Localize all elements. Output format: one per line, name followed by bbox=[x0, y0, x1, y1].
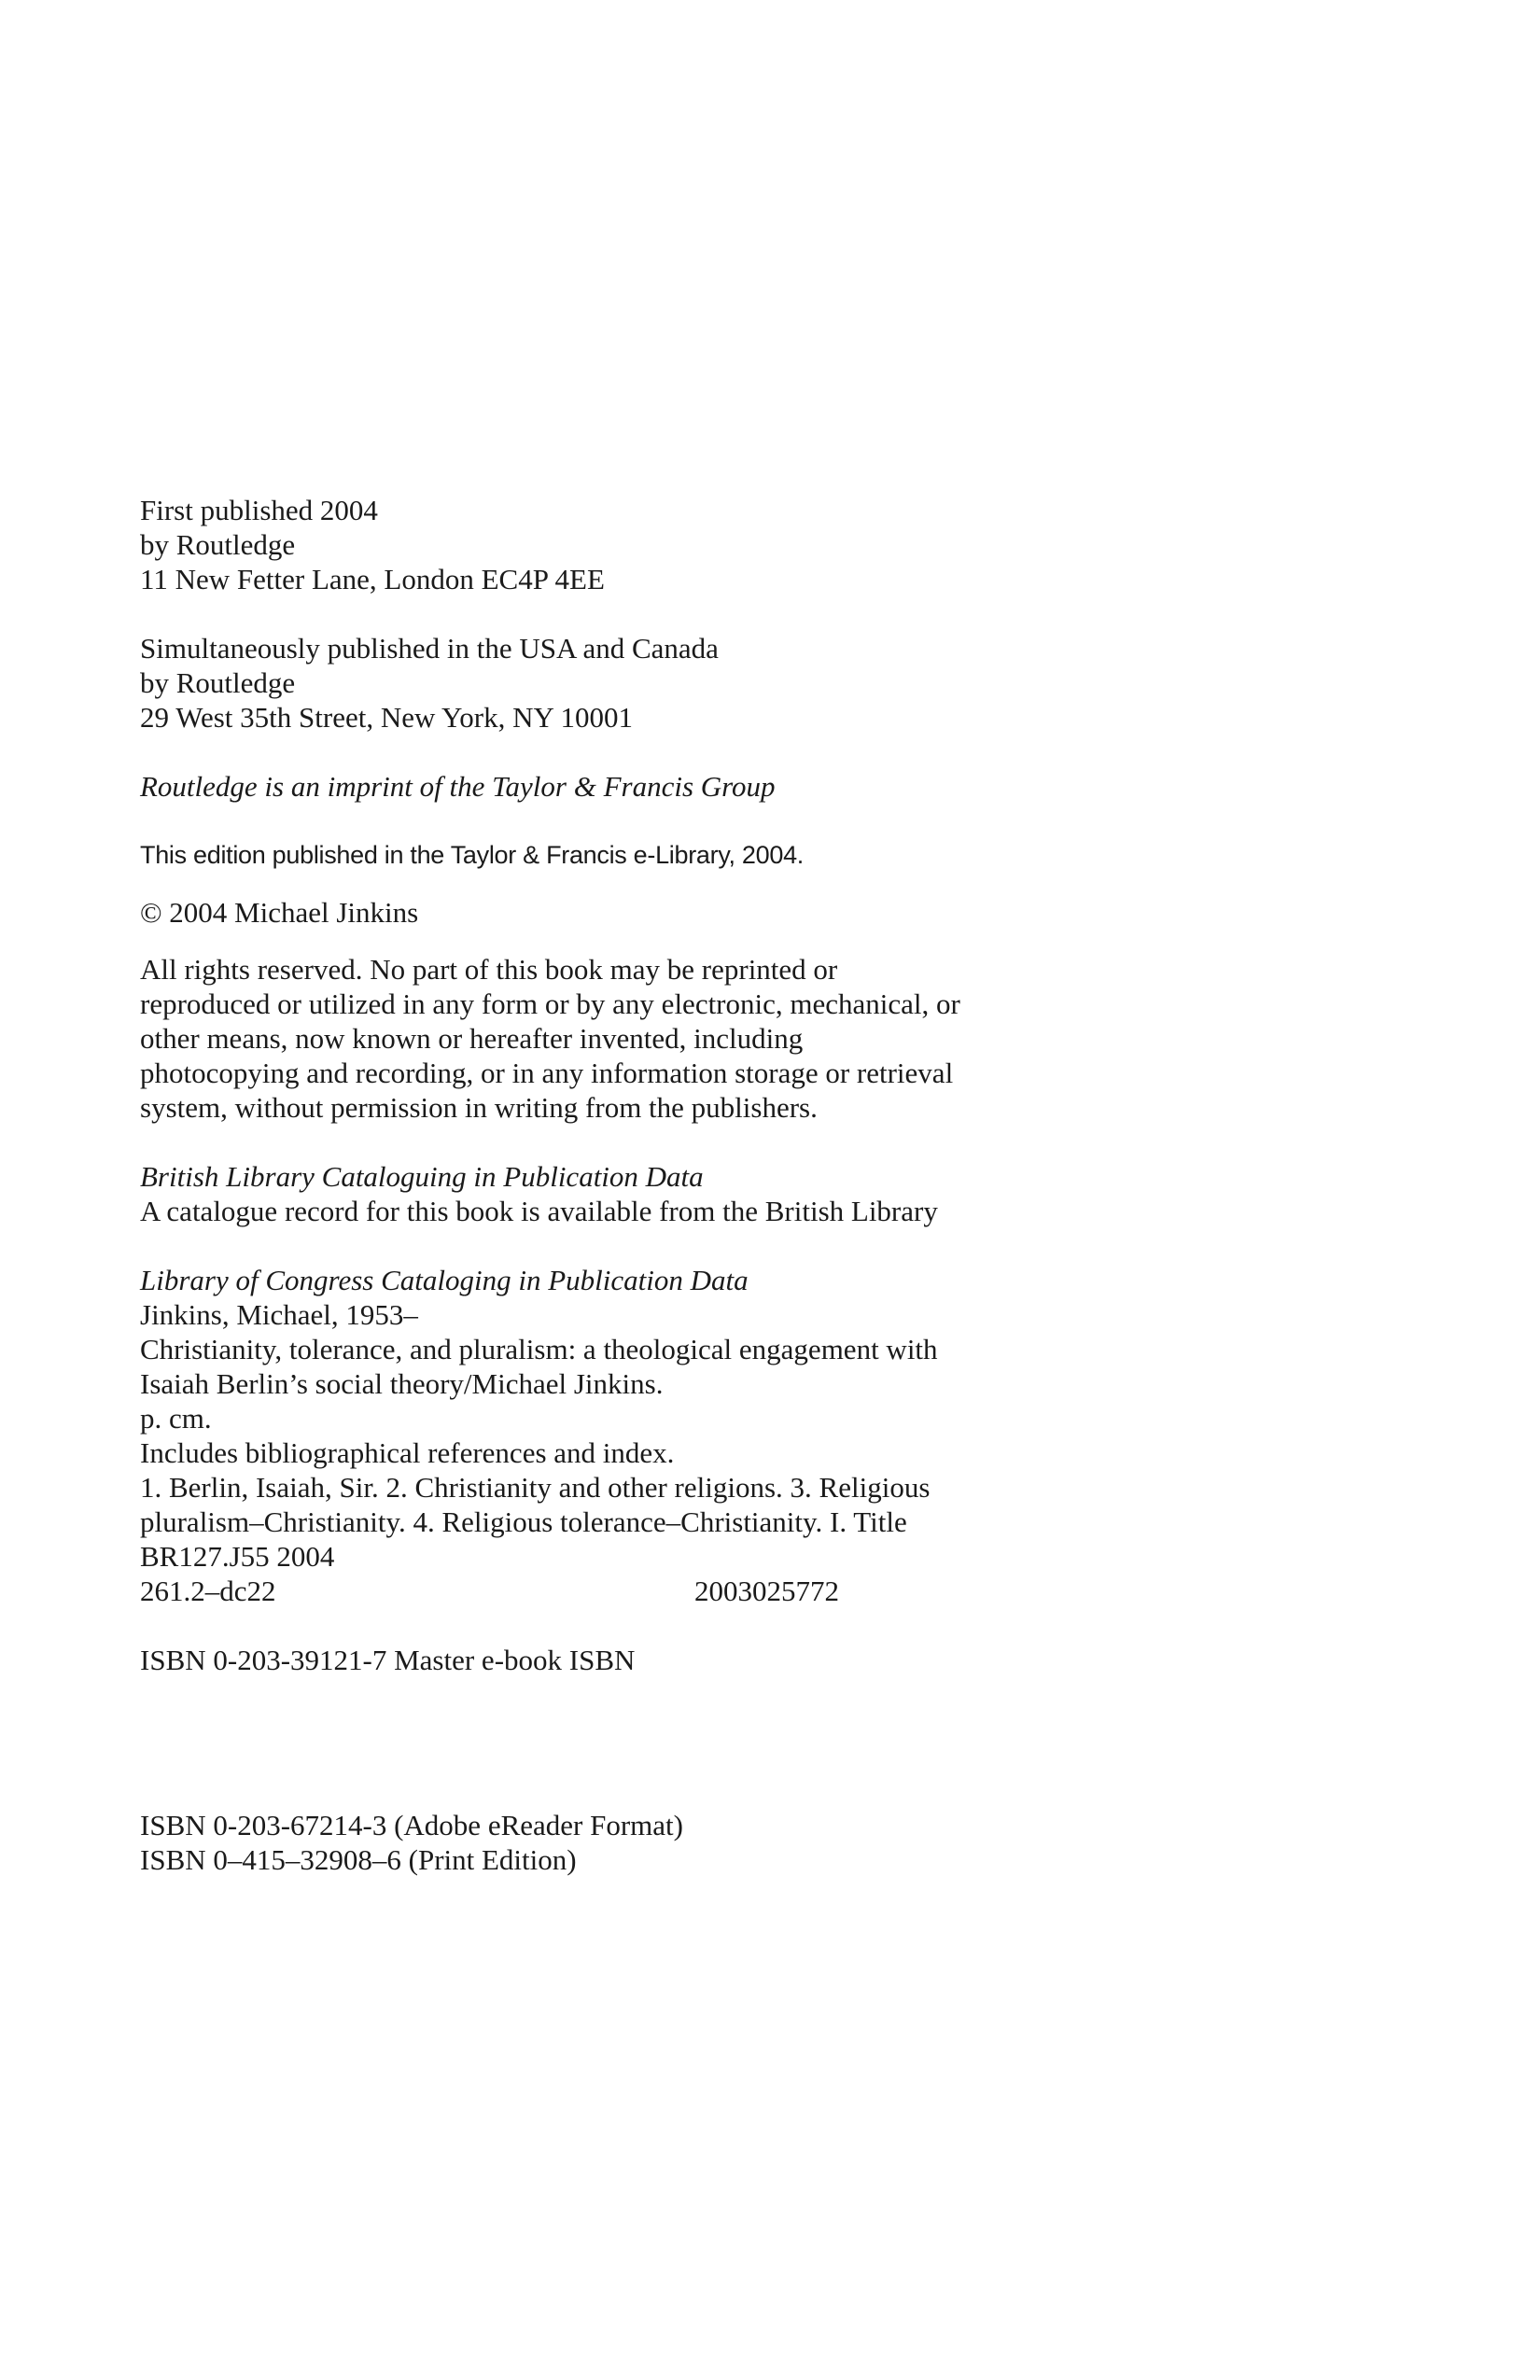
isbn-master-block bbox=[140, 1643, 1073, 1677]
loc-line: pluralism–Christianity. 4. Religious tolerance–Christianity. I. Title bbox=[140, 1505, 907, 1538]
rights-line: other means, now known or hereafter invented, including bbox=[140, 1022, 804, 1055]
publisher-line: by Routledge bbox=[140, 528, 296, 561]
imprint-note bbox=[140, 769, 1073, 804]
edition-note bbox=[140, 838, 1073, 873]
rights-line: photocopying and recording, or in any information storage or retrieval bbox=[140, 1057, 954, 1089]
loc-class-number: 261.2–dc22 bbox=[140, 1575, 276, 1607]
british-library-text: A catalogue record for this book is available from the British Library bbox=[140, 1195, 938, 1227]
rights-line: system, without permission in writing from the publishers. bbox=[140, 1091, 818, 1124]
british-library-block bbox=[140, 1159, 1073, 1228]
copyright-block bbox=[140, 895, 1073, 930]
copyright-text: © 2004 Michael Jinkins bbox=[140, 896, 419, 929]
loc-line: Isaiah Berlin’s social theory/Michael Jinkins. bbox=[140, 1367, 664, 1400]
loc-line: 1. Berlin, Isaiah, Sir. 2. Christianity and other religions. 3. Religious bbox=[140, 1471, 931, 1504]
loc-heading: Library of Congress Cataloging in Publication Data bbox=[140, 1264, 749, 1296]
rights-line: All rights reserved. No part of this book may be reprinted or bbox=[140, 953, 838, 986]
first-published-line: First published 2004 bbox=[140, 494, 378, 526]
british-library-heading: British Library Cataloguing in Publication Data bbox=[140, 1160, 704, 1193]
usa-publisher-line: by Routledge bbox=[140, 666, 296, 699]
loc-numbers-row bbox=[140, 1574, 1073, 1608]
loc-line: BR127.J55 2004 bbox=[140, 1540, 335, 1573]
copyright-page bbox=[140, 493, 1073, 1911]
usa-address-line: 29 West 35th Street, New York, NY 10001 bbox=[140, 701, 633, 734]
loc-control-number: 2003025772 bbox=[694, 1575, 839, 1607]
imprint-note-text: Routledge is an imprint of the Taylor & Francis Group bbox=[140, 770, 776, 803]
spacer bbox=[140, 1712, 1073, 1808]
isbn-master: ISBN 0-203-39121-7 Master e-book ISBN bbox=[140, 1644, 636, 1676]
publisher-address-line: 11 New Fetter Lane, London EC4P 4EE bbox=[140, 563, 605, 595]
loc-line: Jinkins, Michael, 1953– bbox=[140, 1298, 418, 1331]
loc-line: p. cm. bbox=[140, 1402, 212, 1435]
usa-canada-line: Simultaneously published in the USA and Canada bbox=[140, 632, 719, 665]
loc-line: Christianity, tolerance, and pluralism: a theological engagement with bbox=[140, 1333, 938, 1365]
isbn-adobe: ISBN 0-203-67214-3 (Adobe eReader Format) bbox=[140, 1809, 683, 1841]
library-of-congress-block bbox=[140, 1263, 1073, 1608]
rights-line: reproduced or utilized in any form or by any electronic, mechanical, or bbox=[140, 987, 960, 1020]
isbn-print: ISBN 0–415–32908–6 (Print Edition) bbox=[140, 1843, 577, 1876]
edition-note-text: This edition published in the Taylor & Francis e-Library, 2004. bbox=[140, 841, 804, 869]
first-published-block bbox=[140, 493, 1073, 596]
isbn-other-block bbox=[140, 1808, 1073, 1877]
usa-canada-block bbox=[140, 631, 1073, 735]
rights-block bbox=[140, 952, 1073, 1125]
loc-line: Includes bibliographical references and index. bbox=[140, 1436, 675, 1469]
